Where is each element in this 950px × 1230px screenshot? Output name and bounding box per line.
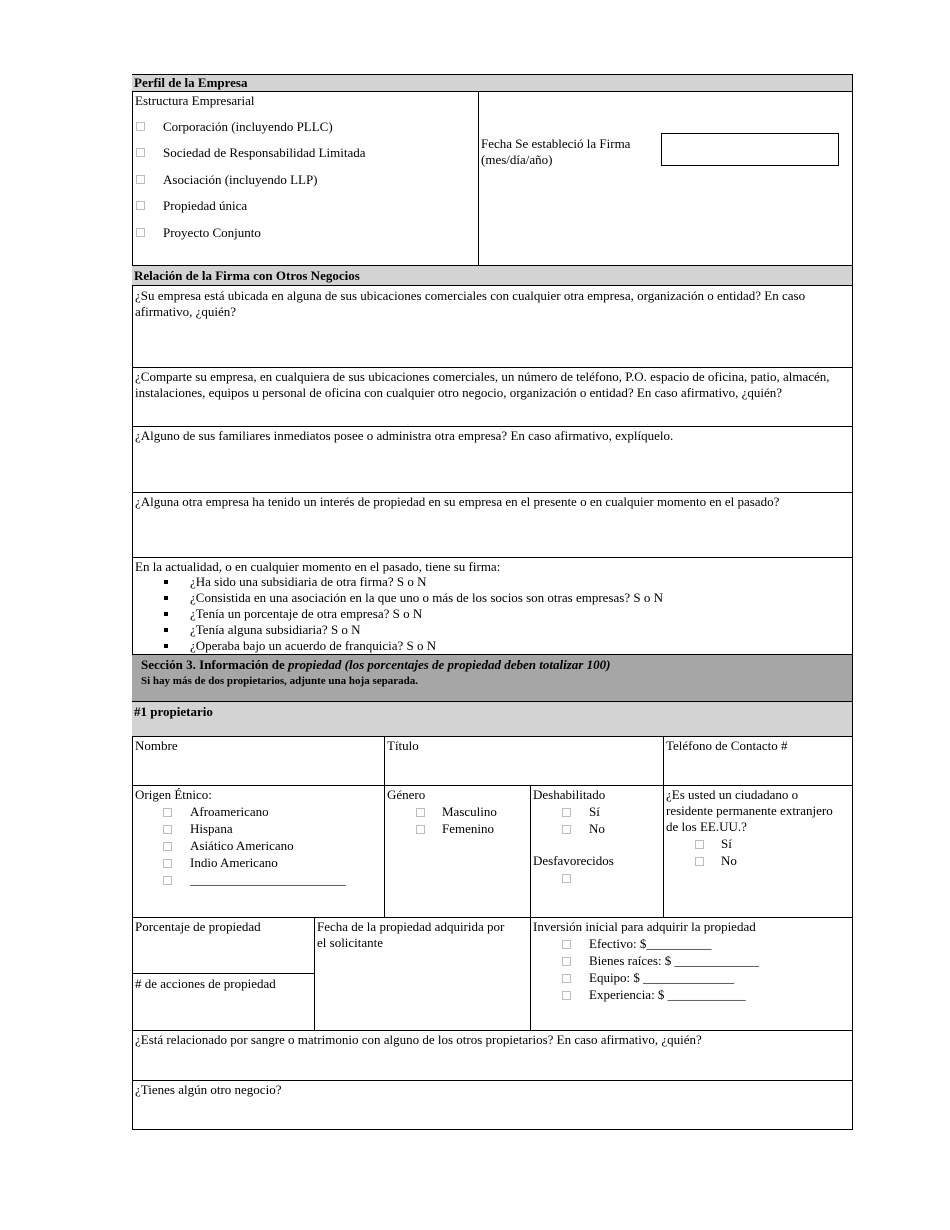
citizen-no-checkbox[interactable]: [695, 857, 704, 866]
disadvantaged-checkbox[interactable]: [562, 874, 571, 883]
divider: [663, 737, 664, 917]
ownership-pct-label: Porcentaje de propiedad: [135, 919, 261, 934]
section3-header: [132, 655, 852, 701]
investment-cash-checkbox[interactable]: [562, 940, 571, 949]
disabled-no-checkbox[interactable]: [562, 825, 571, 834]
citizen-label: ¿Es usted un ciudadano o: [666, 787, 799, 802]
ethnic-other-field[interactable]: ________________________: [190, 872, 346, 887]
owner-phone-label: Teléfono de Contacto #: [666, 738, 788, 753]
checkbox[interactable]: [163, 859, 172, 868]
blood-relation-question: ¿Está relacionado por sangre o matrimonio con alguno de los otros propietarios? En caso afirmativo, ¿quién?: [135, 1032, 702, 1047]
owner-header: #1 propietario: [132, 702, 852, 736]
gender-label: Género: [387, 787, 426, 802]
form-border-right: [852, 74, 853, 1130]
section3-title: Sección 3. Información de propiedad (los porcentajes de propiedad deben totalizar 100): [141, 657, 611, 672]
checkbox[interactable]: [136, 148, 145, 157]
checkbox[interactable]: [136, 201, 145, 210]
list-item: ¿Tenía alguna subsidiaria? S o N: [190, 622, 361, 637]
disabled-label: Deshabilitado: [533, 787, 606, 802]
gender-male-checkbox[interactable]: [416, 808, 425, 817]
owner-title-label: Título: [387, 738, 419, 753]
established-label: Fecha Se estableció la Firma: [481, 136, 631, 151]
checkbox[interactable]: [136, 228, 145, 237]
checkbox[interactable]: [163, 842, 172, 851]
relation-question-2: ¿Comparte su empresa, en cualquiera de sus ubicaciones comerciales, un número de teléfono, P.O. espacio de oficina, patio, almacén, instalaciones, equipos u personal de oficina con cualquier otro negocio, organización o entidad? En caso afirmativo, ¿quién?: [135, 369, 830, 400]
established-date-input[interactable]: [661, 133, 839, 166]
checkbox[interactable]: [136, 175, 145, 184]
owner-name-label: Nombre: [135, 738, 178, 753]
bullet: [164, 580, 168, 584]
form-border-left: [132, 74, 133, 1130]
section3-subtitle: Si hay más de dos propietarios, adjunte una hoja separada.: [141, 675, 418, 687]
bullet: [164, 612, 168, 616]
divider: [384, 785, 385, 917]
disabled-yes-checkbox[interactable]: [562, 808, 571, 817]
bullet: [164, 596, 168, 600]
divider: [132, 973, 315, 974]
relation-question-3: ¿Alguno de sus familiares inmediatos posee o administra otra empresa? En caso afirmativo, explíquelo.: [135, 428, 674, 443]
profile-header: Perfil de la Empresa: [132, 75, 852, 91]
investment-experience-checkbox[interactable]: [562, 991, 571, 1000]
checkbox[interactable]: [163, 808, 172, 817]
list-item: ¿Consistida en una asociación en la que uno o más de los socios son otras empresas? S o N: [190, 590, 663, 605]
investment-real-estate-checkbox[interactable]: [562, 957, 571, 966]
disadvantaged-label: Desfavorecidos: [533, 853, 614, 868]
relation-question-5-intro: En la actualidad, o en cualquier momento en el pasado, tiene su firma:: [135, 559, 501, 574]
relation-header: Relación de la Firma con Otros Negocios: [132, 266, 852, 285]
relation-question-4: ¿Alguna otra empresa ha tenido un interés de propiedad en su empresa en el presente o en cualquier momento en el pasado?: [135, 494, 780, 509]
bullet: [164, 644, 168, 648]
divider: [314, 917, 315, 1030]
citizen-yes-checkbox[interactable]: [695, 840, 704, 849]
checkbox[interactable]: [136, 122, 145, 131]
list-item: ¿Ha sido una subsidiaria de otra firma? S o N: [190, 574, 427, 589]
structure-label: Estructura Empresarial: [135, 93, 255, 108]
other-business-question: ¿Tienes algún otro negocio?: [135, 1082, 282, 1097]
acquired-date-label: Fecha de la propiedad adquirida por: [317, 919, 505, 934]
shares-label: # de acciones de propiedad: [135, 976, 276, 991]
established-format: (mes/día/año): [481, 152, 553, 167]
investment-equipment-checkbox[interactable]: [562, 974, 571, 983]
checkbox[interactable]: [163, 825, 172, 834]
bullet: [164, 628, 168, 632]
list-item: ¿Operaba bajo un acuerdo de franquicia? S o N: [190, 638, 437, 653]
divider: [530, 785, 531, 1030]
divider: [384, 737, 385, 785]
list-item: ¿Tenía un porcentaje de otra empresa? S o N: [190, 606, 423, 621]
investment-label: Inversión inicial para adquirir la propiedad: [533, 919, 756, 934]
relation-question-1: ¿Su empresa está ubicada en alguna de sus ubicaciones comerciales con cualquier otra empresa, organización o entidad? En caso afirmativo, ¿quién?: [135, 288, 806, 319]
ethnic-label: Origen Étnico:: [135, 787, 212, 802]
gender-female-checkbox[interactable]: [416, 825, 425, 834]
profile-divider: [478, 92, 479, 265]
checkbox[interactable]: [163, 876, 172, 885]
